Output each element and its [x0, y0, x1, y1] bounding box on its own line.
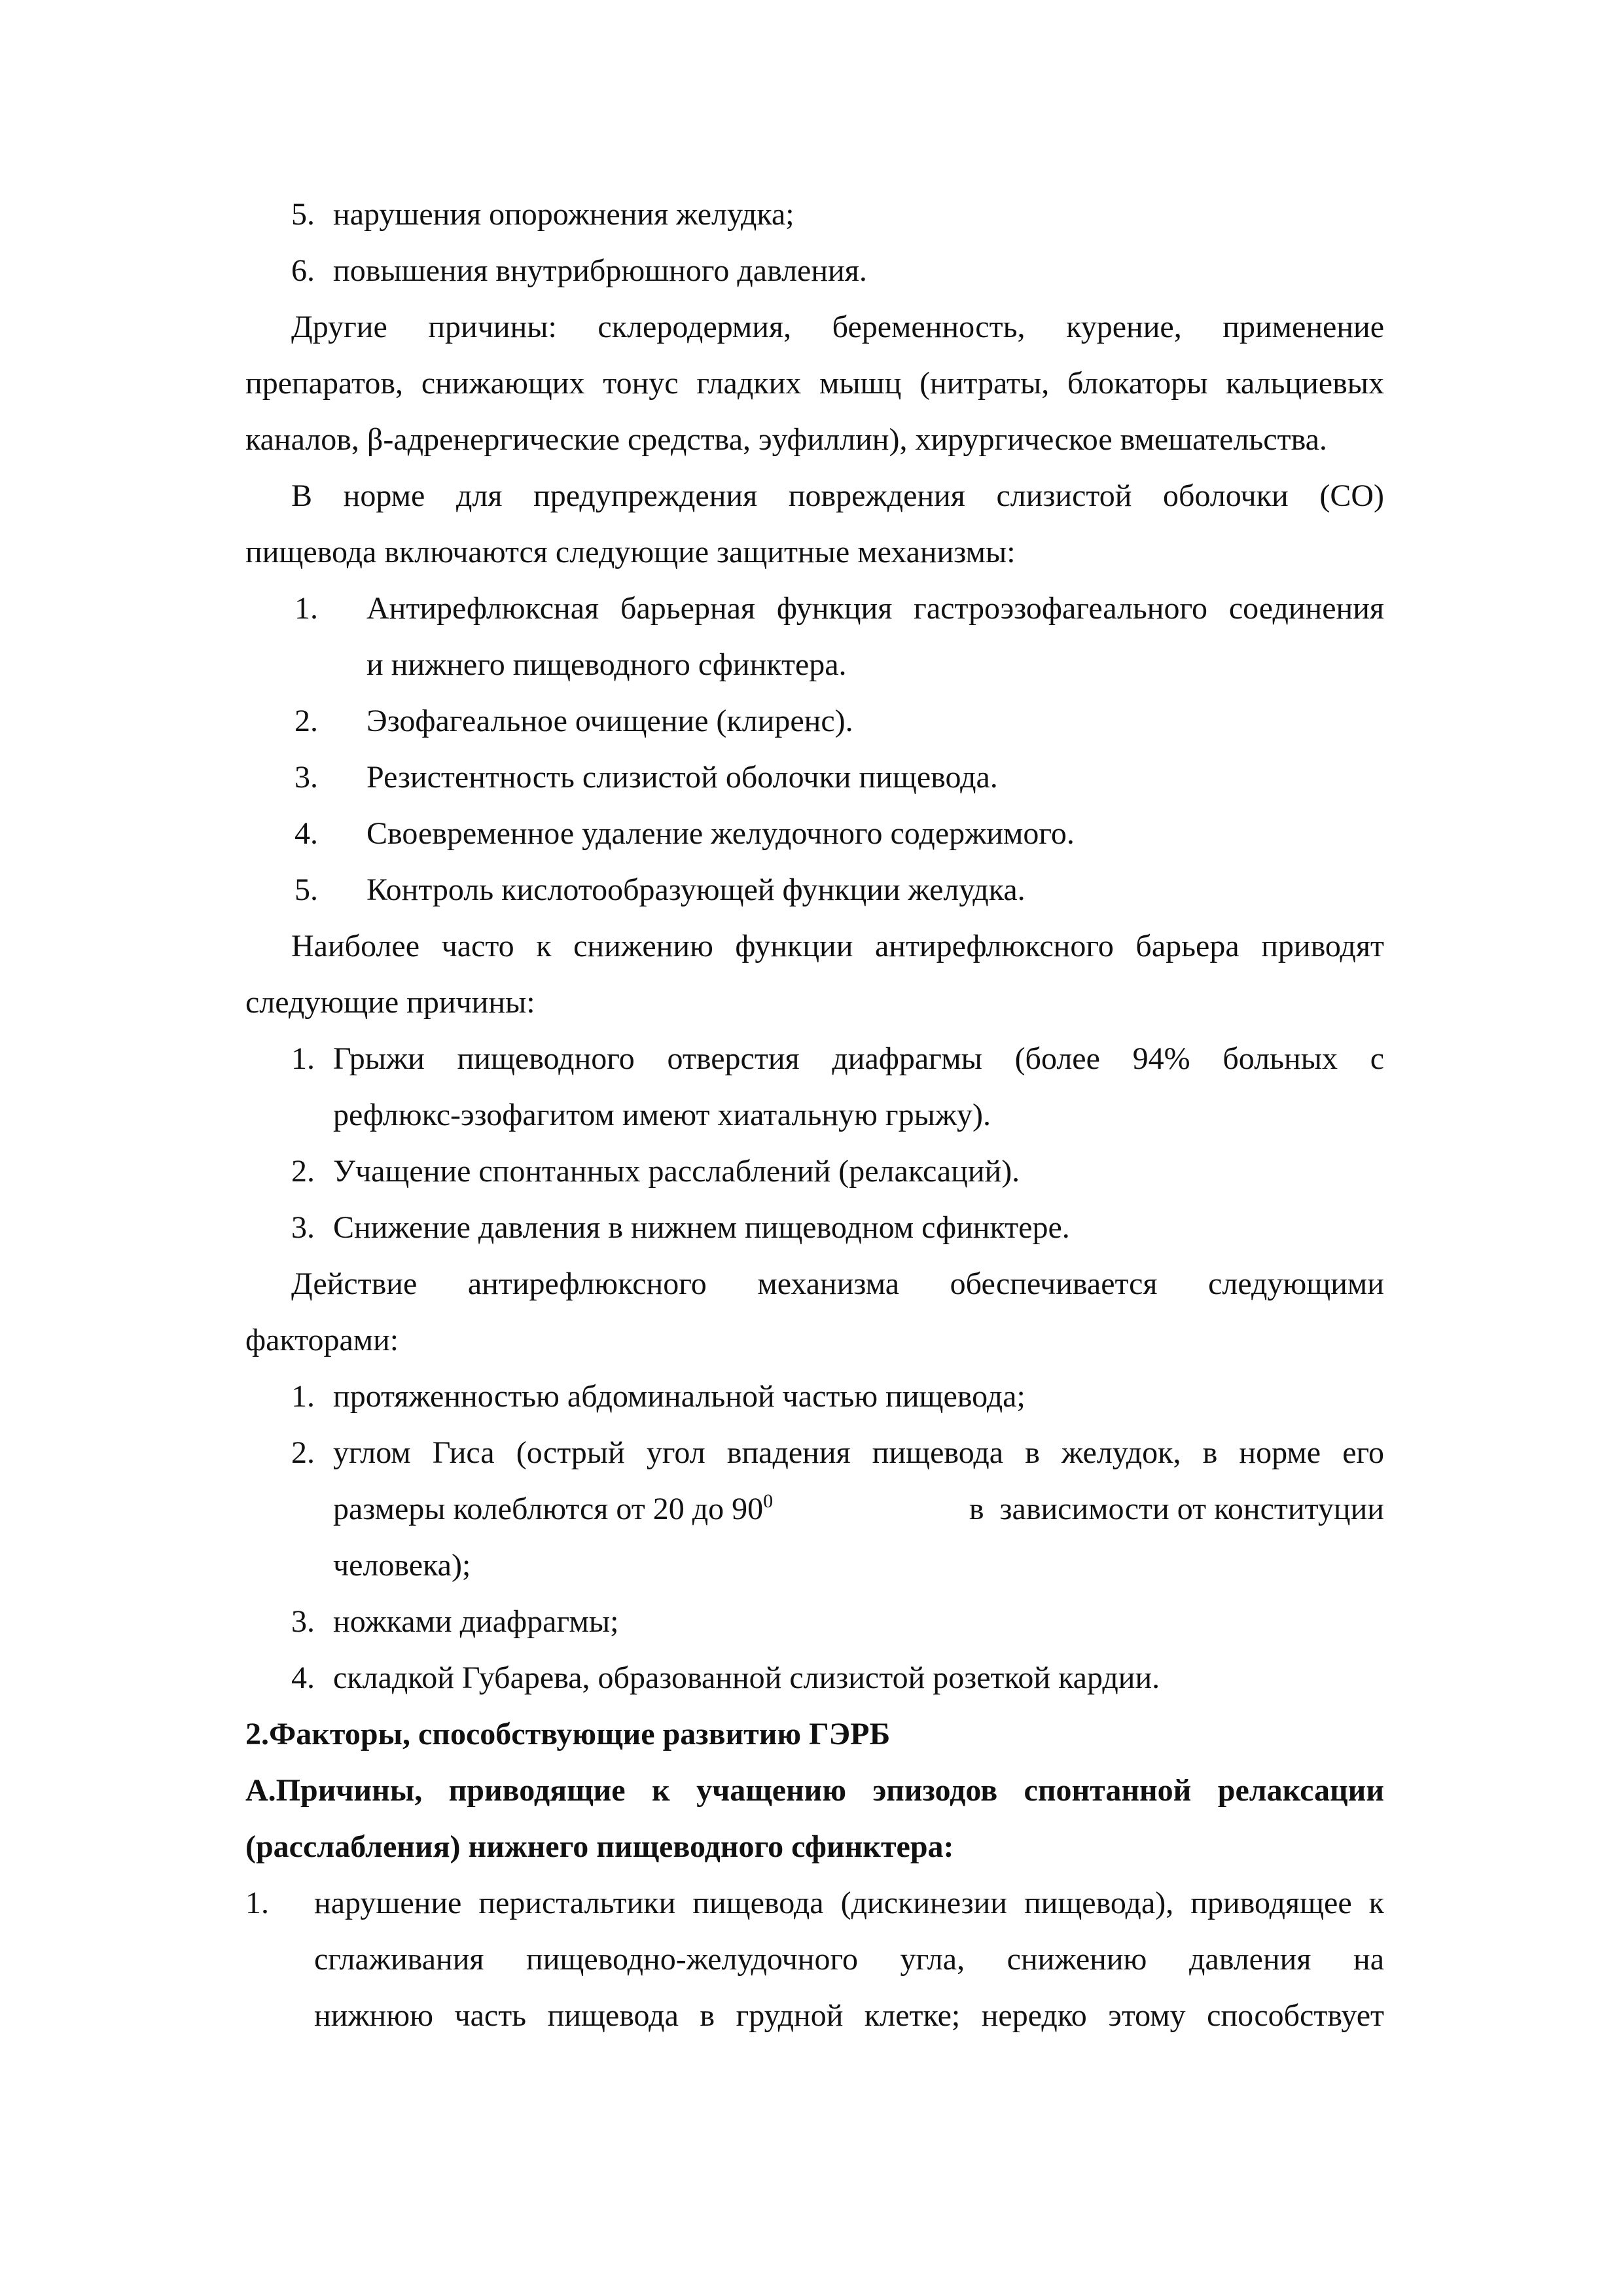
paragraph-line: препаратов, снижающих тонус гладких мышц (нитраты, блокаторы кальциевых: [245, 366, 1384, 401]
list-item: [245, 693, 1384, 749]
list-text: Эзофагеальное очищение (клиренс).: [366, 704, 853, 738]
list-number: 2.: [291, 1154, 315, 1189]
list-number: 5.: [294, 872, 318, 907]
paragraph-line: каналов, β-адренергические средства, эуфиллин), хирургическое вмешательства.: [245, 422, 1327, 457]
paragraph-line: пищевода включаются следующие защитные механизмы:: [245, 535, 1016, 569]
paragraph-line: Наиболее часто к снижению функции антирефлюксного барьера приводят: [291, 929, 1384, 963]
list-item: [245, 1650, 1384, 1706]
list-item: [245, 1875, 1384, 2044]
list-item: [245, 1200, 1384, 1256]
list-item: [245, 1369, 1384, 1425]
list-item: [245, 581, 1384, 693]
list-text: Грыжи пищеводного отверстия диафрагмы (более 94% больных с: [333, 1041, 1384, 1076]
list-number: 3.: [291, 1210, 315, 1245]
document-page: [245, 187, 1384, 2044]
list-item: [245, 1425, 1384, 1594]
list-number: 2.: [291, 1435, 315, 1470]
list-number: 1.: [245, 1886, 269, 1920]
list-number: 6.: [291, 253, 315, 288]
list-item: [245, 1031, 1384, 1143]
list-text: и нижнего пищеводного сфинктера.: [366, 647, 847, 682]
list-item: [245, 187, 1384, 243]
list-number: 1.: [291, 1379, 315, 1414]
list-text: Учащение спонтанных расслаблений (релаксаций).: [333, 1154, 1020, 1189]
list-text: нарушения опорожнения желудка;: [333, 197, 794, 232]
subsection-heading-line: (расслабления) нижнего пищеводного сфинктера:: [245, 1829, 954, 1864]
list-text: ножками диафрагмы;: [333, 1604, 619, 1639]
list-number: 1.: [294, 591, 318, 626]
paragraph-line: В норме для предупреждения повреждения слизистой оболочки (СО): [291, 478, 1384, 513]
list-text: Снижение давления в нижнем пищеводном сфинктере.: [333, 1210, 1070, 1245]
list-number: 2.: [294, 704, 318, 738]
paragraph-line: Другие причины: склеродермия, беременность, курение, применение: [291, 310, 1384, 344]
list-text-part: в зависимости от конституции: [961, 1492, 1384, 1526]
list-number: 1.: [291, 1041, 315, 1076]
list-item: [245, 243, 1384, 299]
section-heading: 2.Факторы, способствующие развитию ГЭРБ: [245, 1717, 891, 1751]
degree-superscript: 0: [763, 1490, 774, 1512]
paragraph-line: Действие антирефлюксного механизма обеспечивается следующими: [291, 1266, 1384, 1301]
list-text: человека);: [333, 1548, 471, 1583]
list-text: углом Гиса (острый угол впадения пищевода в желудок, в норме его: [333, 1435, 1384, 1470]
list-number: 4.: [291, 1660, 315, 1695]
list-number: 3.: [291, 1604, 315, 1639]
list-text: нижнюю часть пищевода в грудной клетке; нередко этому способствует: [314, 1998, 1384, 2033]
paragraph-line: следующие причины:: [245, 985, 535, 1020]
list-text: Резистентность слизистой оболочки пищевода.: [366, 760, 998, 795]
list-item: [245, 862, 1384, 918]
list-text: Своевременное удаление желудочного содержимого.: [366, 816, 1075, 851]
list-text-line: [245, 1481, 1384, 1537]
list-text: нарушение перистальтики пищевода (дискинезии пищевода), приводящее к: [314, 1886, 1384, 1920]
list-number: 3.: [294, 760, 318, 795]
list-text: складкой Губарева, образованной слизистой розеткой кардии.: [333, 1660, 1160, 1695]
list-item: [245, 806, 1384, 862]
list-text: Контроль кислотообразующей функции желудка.: [366, 872, 1026, 907]
list-number: 4.: [294, 816, 318, 851]
list-text: протяженностью абдоминальной частью пищевода;: [333, 1379, 1026, 1414]
list-text: повышения внутрибрюшного давления.: [333, 253, 867, 288]
list-text: Антирефлюксная барьерная функция гастроэзофагеального соединения: [366, 591, 1384, 626]
paragraph-line: факторами:: [245, 1323, 399, 1357]
list-item: [245, 1594, 1384, 1650]
list-text: рефлюкс-эзофагитом имеют хиатальную грыжу).: [333, 1098, 991, 1132]
list-text-part: размеры колеблются от 20 до $90^0$: [333, 1490, 774, 1526]
list-item: [245, 749, 1384, 806]
list-number: 5.: [291, 197, 315, 232]
list-text: сглаживания пищеводно-желудочного угла, снижению давления на: [314, 1942, 1384, 1977]
subsection-heading-line: А.Причины, приводящие к учащению эпизодов спонтанной релаксации: [245, 1773, 1384, 1808]
list-item: [245, 1143, 1384, 1200]
